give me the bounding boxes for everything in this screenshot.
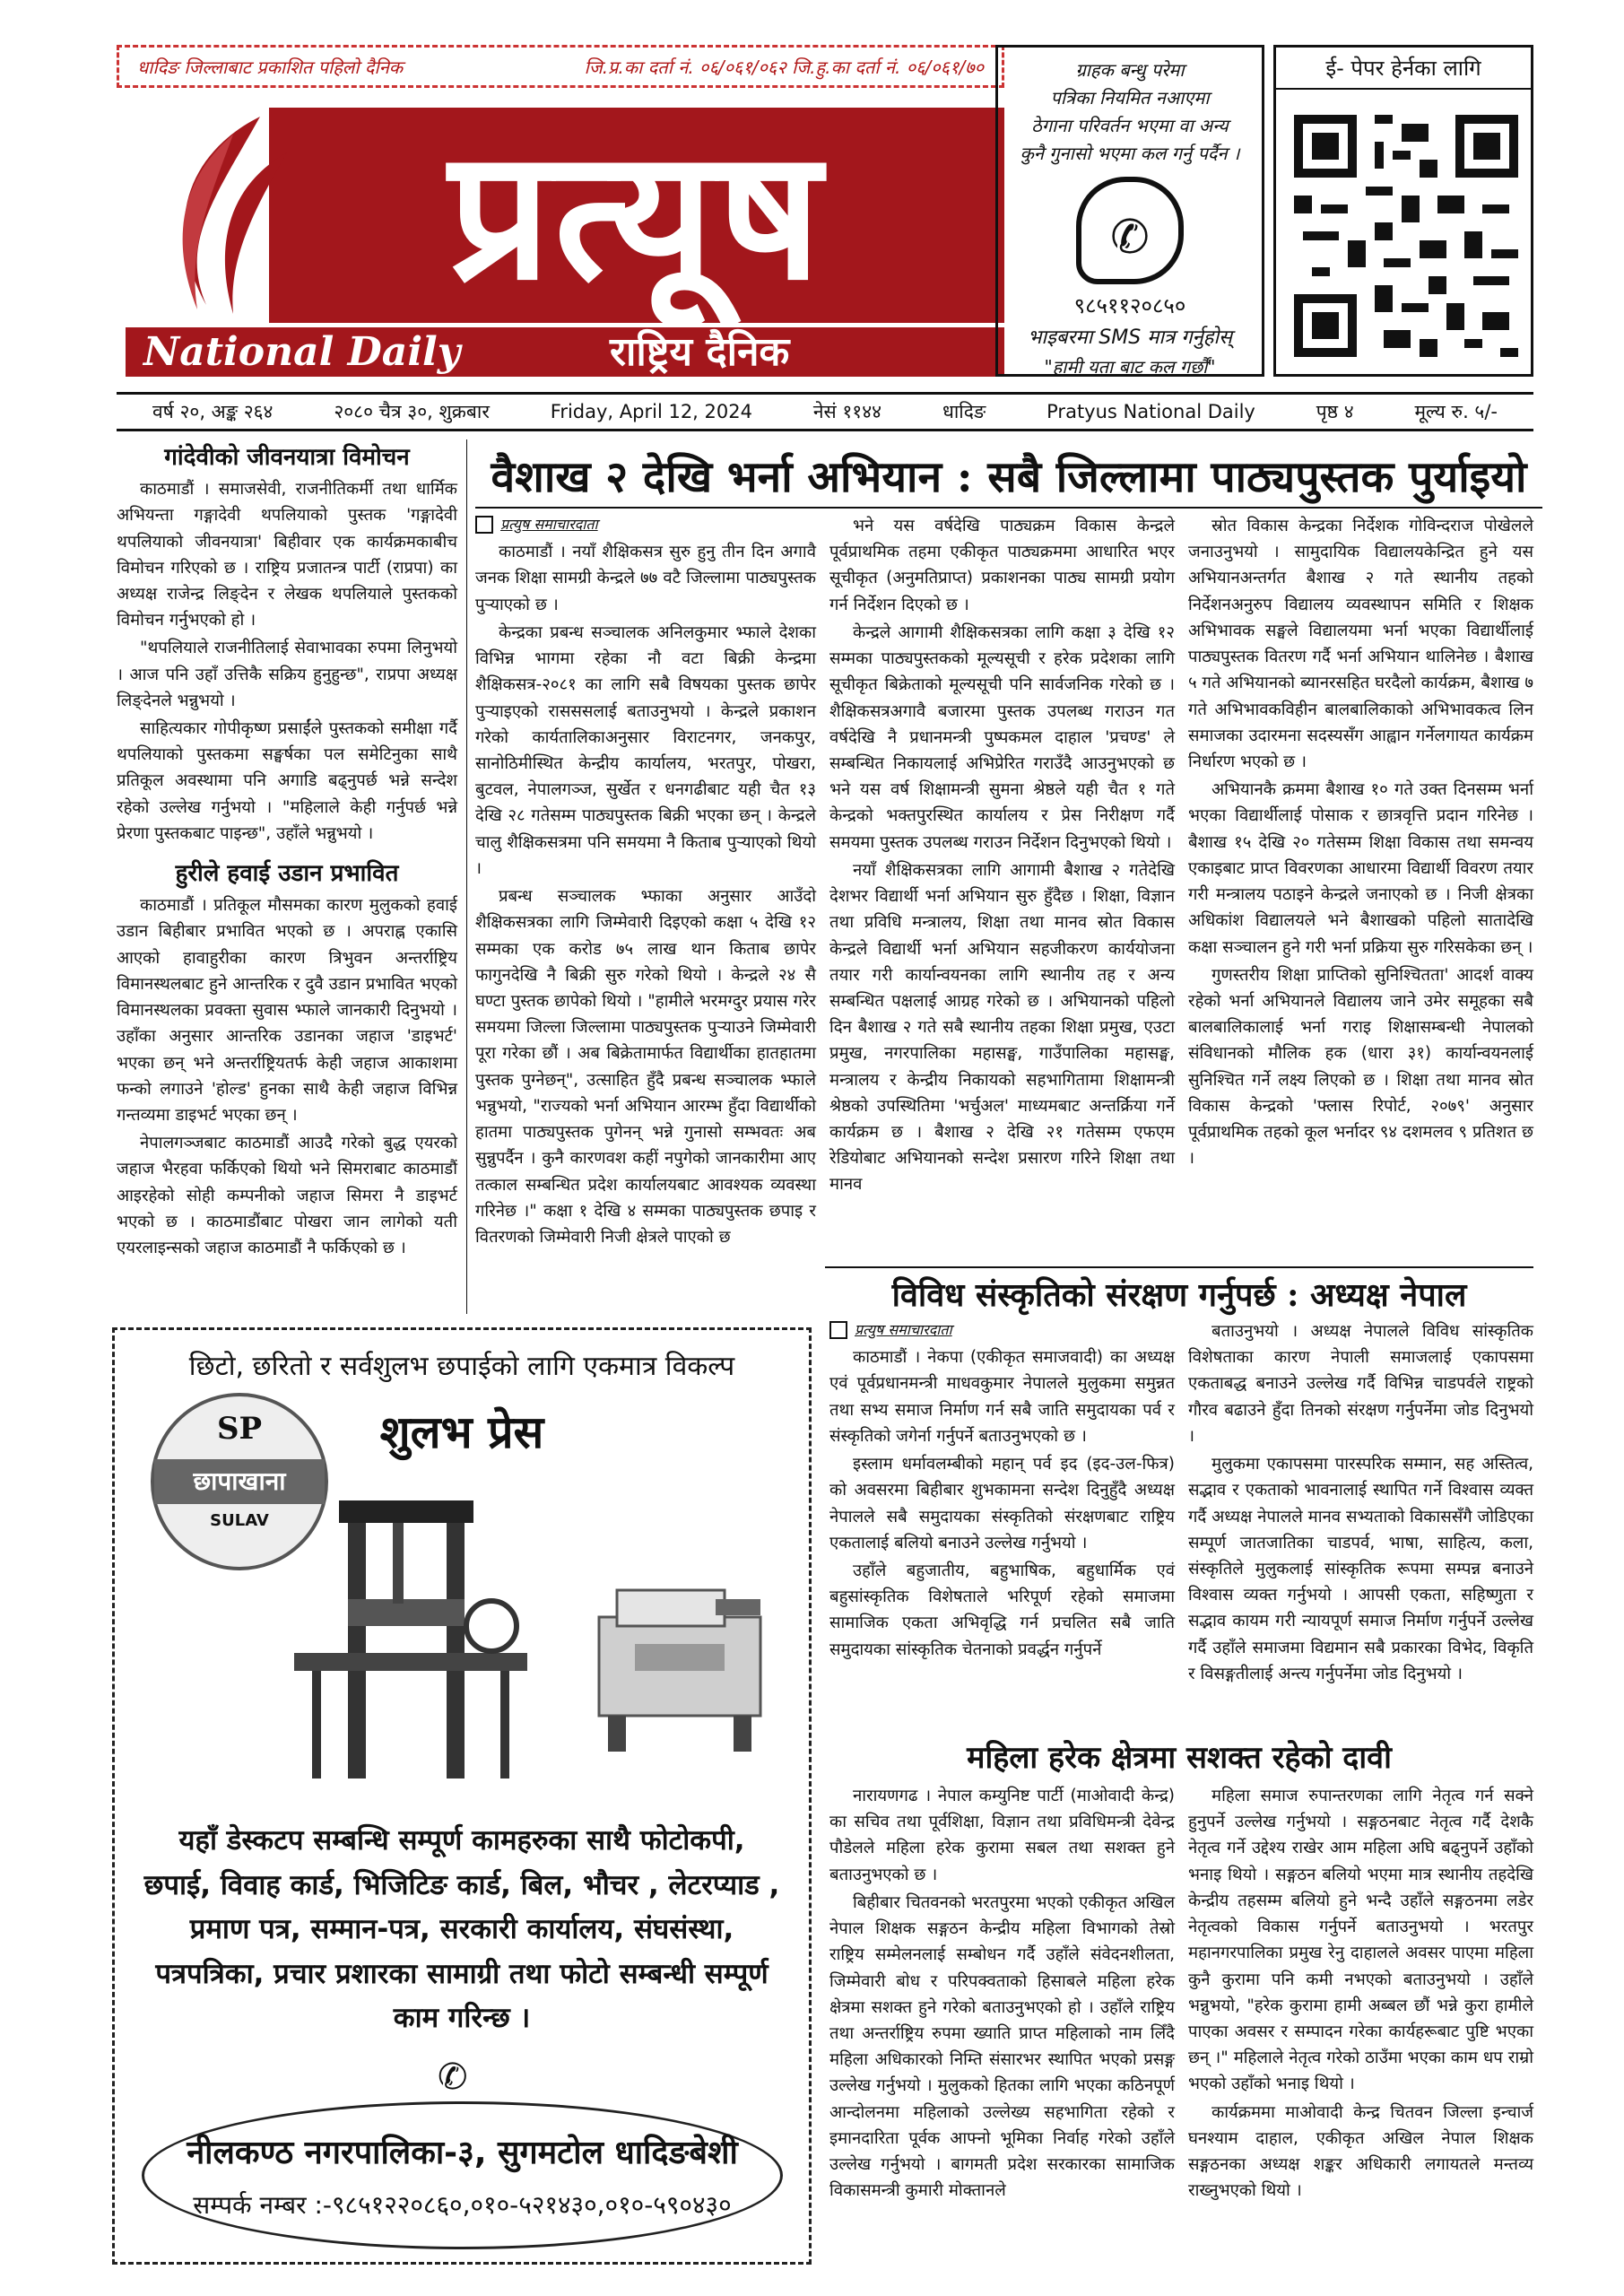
issue-page: पृष्ठ ४: [1316, 401, 1354, 422]
story-paragraph: महिला समाज रुपान्तरणका लागि नेतृत्व गर्न सक्ने हुनुपर्ने उल्लेख गर्नुभयो । सङ्गठनबाट नेतृत्व गर्दै देशकै नेतृत्व गर्ने उद्देश्य राखेर आम महिला अघि बढ्नुपर्ने उहाँको भनाइ थियो । सङ्गठन बलियो भएमा मात्र स्थानीय तहदेखि केन्द्रीय तहसम्म बलियो हुने भन्दै उहाँले सङ्गठनमा लडेर नेतृत्वको विकास गर्नुपर्ने बताउनुभयो । भरतपुर महानगरपालिका प्रमुख रेनु दाहालले अवसर पाएमा महिला कुनै कुरामा पनि कमी नभएको बताउनुभयो । उहाँले भन्नुभयो, "हरेक कुरामा हामी अब्बल छौं भन्ने कुरा हामीले पाएका अवसर र सम्पादन गरेका कार्यहरूबाट पुष्टि भएका छन् ।" महिलाले नेतृत्व गरेको ठाउँमा भएका काम धप राम्रो भएको उहाँको भनाइ थियो ।: [1188, 1787, 1533, 2094]
story-paragraph: काठमाडौं । नयाँ शैक्षिकसत्र सुरु हुनु तीन दिन अगावै जनक शिक्षा सामग्री केन्द्रले ७७ वटै जिल्लामा पाठ्यपुस्तक पुऱ्याएको छ ।: [475, 543, 816, 614]
national-daily-label: National Daily: [143, 329, 461, 375]
logo-mark: SP: [216, 1411, 263, 1447]
issue-date-ad: Friday, April 12, 2024: [550, 401, 752, 422]
story-paragraph: केन्द्रका प्रबन्ध सञ्चालक अनिलकुमार भ्फाले देशका विभिन्न भागमा रहेका नौ वटा बिक्री केन्द्रमा शैक्षिकसत्र-२०८१ का लागि सबै विषयका पुस्तक छापेर पुऱ्याइएको रासससलाई बताउनुभयो । केन्द्रले प्रकाशन गरेको कार्यतालिकाअनुसार विराटनगर, जनकपुर, सानोठिमीस्थित केन्द्रीय कार्यालय, भरतपुर, पोखरा, बुटवल, नेपालगञ्ज, सुर्खेत र धनगढीबाट यही चैत १३ देखि २८ गतेसम्म पाठ्यपुस्तक बिक्री भएका छन् । केन्द्रले चालु शैक्षिकसत्रमा पनि समयमा नै किताब पुऱ्याएको थियो ।: [475, 622, 816, 878]
women-col2: [1188, 1783, 1533, 2206]
hand-press-icon: [294, 1492, 527, 1796]
issue-price: मूल्य रु. ५/-: [1414, 401, 1498, 422]
offset-press-icon: [581, 1563, 778, 1761]
qr-code-icon[interactable]: [1294, 115, 1518, 357]
notice-motto: "हामी यता बाट कल गर्छौं": [1044, 356, 1216, 378]
story-paragraph: नयाँ शैक्षिकसत्रका लागि आगामी बैशाख २ गतेदेखि देशभर विद्यार्थी भर्ना अभियान सुरु हुँदैछ । शिक्षा, विज्ञान तथा प्रविधि मन्त्रालय, शिक्षा तथा मानव स्रोत विकास केन्द्रले विद्यार्थी भर्ना अभियान सहजीकरण कार्ययोजना तयार गरी कार्यान्वयनका लागि स्थानीय तह र अन्य सम्बन्धित पक्षलाई आग्रह गरेको छ । अभियानको पहिलो दिन बैशाख २ गते सबै स्थानीय तहका शिक्षा प्रमुख, एउटा प्रमुख, नगरपालिका महासङ्घ, गाउँपालिका महासङ्घ, मन्त्रालय र केन्द्रीय निकायको सहभागितामा शिक्षामन्त्री श्रेष्ठको उपस्थितिमा 'भर्चुअल' माध्यमबाट अन्तर्क्रिया गर्ने कार्यक्रम छ । बैशाख २ देखि २१ गतेसम्म एफएम रेडियोबाट अभियानको सन्देश प्रसारण गरिने शिक्षा तथा मानव: [829, 860, 1175, 1195]
story-paragraph: नारायणगढ । नेपाल कम्युनिष्ट पार्टी (माओवादी केन्द्र) का सचिव तथा पूर्वशिक्षा, विज्ञान तथा प्रविधिमन्त्री देवेन्द्र पौडेलले महिला हरेक कुरामा सबल तथा सशक्त हुने बताउनुभएको छ ।: [829, 1787, 1175, 1884]
byline: [475, 513, 816, 535]
story-paragraph: स्रोत विकास केन्द्रका निर्देशक गोविन्दराज पोखेलले जनाउनुभयो । सामुदायिक विद्यालयकेन्द्रित हुने यस अभियानअन्तर्गत बैशाख २ गते स्थानीय तहको निर्देशनअनुरुप विद्यालय व्यवस्थापन समिति र शिक्षक अभिभावक सङ्घले विद्यालयमा भर्ना भएका विद्यार्थीलाई पाठ्यपुस्तक वितरण गर्दै भर्ना अभियान थालिनेछ । बैशाख ५ गते अभियानको ब्यानरसहित घरदैलो कार्यक्रम, बैशाख ७ गते अभिभावकविहीन बालबालिकाको अभिभावकत्व लिन समाजका उदारमना सदस्यसँग आह्वान गर्नेलगायत कार्यक्रम निर्धारण भएको छ ।: [1188, 517, 1533, 771]
notice-line: ठेगाना परिवर्तन भएमा वा अन्य: [1031, 115, 1229, 136]
epaper-qr-box[interactable]: [1273, 45, 1533, 377]
story-paragraph: उहाँले बहुजातीय, बहुभाषिक, बहुधार्मिक एवं बहुसांस्कृतिक विशेषताले भरिपूर्ण रहेको समाजमा सामाजिक एकता अभिवृद्धि गर्न प्रचलित सबै जाति समुदायका सांस्कृतिक चेतनाको प्रवर्द्धन गर्नुपर्ने: [829, 1561, 1175, 1659]
registration-number: जि.प्र.का दर्ता नं. ०६/०६१/०६२ जि.हु.का दर्ता नं. ०६/०६१/७०: [584, 56, 984, 78]
subscriber-notice: [995, 45, 1264, 377]
checkbox-icon: [829, 1321, 847, 1339]
main-headline: वैशाख २ देखि भर्ना अभियान : सबै जिल्लामा पाठ्यपुस्तक पुर्याइयो: [475, 448, 1542, 509]
story-paragraph: इस्लाम धर्मावलम्बीको महान् पर्व इद (इद-उल-फित्र) को अवसरमा बिहीबार शुभकामना सन्देश दिनुहुँदै अध्यक्ष नेपालले सबै समुदायका संस्कृतिको संरक्षणबाट राष्ट्रिय एकतालाई बलियो बनाउने उल्लेख गर्नुभयो ।: [829, 1455, 1175, 1552]
story-paragraph: भने यस वर्षदेखि पाठ्यक्रम विकास केन्द्रले पूर्वप्राथमिक तहमा एकीकृत पाठ्यक्रममा आधारित भएर सूचीकृत (अनुमतिप्राप्त) प्रकाशनका पाठ्य सामग्री प्रयोग गर्न निर्देशन दिएको छ ।: [829, 517, 1175, 614]
ad-services: यहाँ डेस्कटप सम्बन्धि सम्पूर्ण कामहरुका साथै फोटोकपी, छपाई, विवाह कार्ड, भिजिटिङ कार्ड, बिल, भौचर , लेटरप्याड , प्रमाण पत्र, सम्मान-पत्र, सरकारी कार्यालय, संघसंस्था, पत्रपत्रिका, प्रचार प्रशारका सामाग्री तथा फोटो सम्बन्धी सम्पूर्ण काम गरिन्छ ।: [143, 1824, 780, 2035]
notice-line: पत्रिका नियमित नआएमा: [1050, 87, 1210, 109]
first-daily-label: धादिङ जिल्लाबाट प्रकाशित पहिलो दैनिक: [137, 56, 404, 78]
story-paragraph: "थपलियाले राजनीतिलाई सेवाभावका रुपमा लिनुभयो । आज पनि उहाँ उत्तिकै सक्रिय हुनुहुन्छ", राप्रपा अध्यक्ष लिङ्देनले भन्नुभयो ।: [117, 639, 457, 710]
viber-phone-icon: ✆: [1076, 177, 1184, 284]
ad-tagline: छिटो, छरितो र सर्वशुलभ छपाईको लागि एकमात्र विकल्प: [188, 1351, 735, 1382]
ad-business-name: शुलभ प्रेस: [379, 1406, 544, 1458]
story-paragraph: कार्यक्रममा माओवादी केन्द्र चितवन जिल्ला इन्चार्ज घनश्याम दाहाल, एकीकृत अखिल नेपाल शिक्षक सङ्गठनका अध्यक्ष शङ्कर अधिकारी लगायतले मन्तव्य राख्नुभएको थियो ।: [1188, 2102, 1533, 2201]
section-divider: [825, 1266, 1533, 1268]
notice-line: ग्राहक बन्धु परेमा: [1075, 59, 1185, 81]
culture-col1: [829, 1318, 1175, 1665]
notice-phone: ९८५११२०८५०: [1073, 293, 1186, 318]
story-paragraph: गुणस्तरीय शिक्षा प्राप्तिको सुनिश्चितता' आदर्श वाक्य रहेको भर्ना अभियानले विद्यालय जाने उमेर समूहका सबै बालबालिकालाई भर्ना गराइ शिक्षासम्बन्धी नेपालको संविधानको मौलिक हक (धारा ३१) कार्यान्वयनलाई सुनिश्चित गर्ने लक्ष्य लिएको छ । शिक्षा तथा मानव स्रोत विकास केन्द्रको 'फ्लास रिपोर्ट, २०७९' अनुसार पूर्वप्राथमिक तहको कूल भर्नादर ९४ दशमलव ९ प्रतिशत छ ।: [1188, 965, 1533, 1169]
byline: [829, 1318, 1175, 1341]
issue-info-bar: [117, 392, 1533, 431]
story-paragraph: अभियानकै क्रममा बैशाख १० गते उक्त दिनसम्म भर्ना भएका विद्यार्थीलाई पोसाक र छात्रवृत्ति प्रदान गरिनेछ । बैशाख १५ देखि २० गतेसम्म शिक्षा विकास तथा समन्वय एकाइबाट प्राप्त विवरणका आधारमा विद्यार्थी विवरण तयार गरी मन्त्रालय पठाइने केन्द्रले जनाएको छ । निजी क्षेत्रका अधिकांश विद्यालयले भने बैशाखको पहिलो सातादेखि कक्षा सञ्चालन हुने गरी भर्ना प्रक्रिया सुरु गरिसकेका छन् ।: [1188, 780, 1533, 957]
left-column: [117, 439, 457, 1263]
epaper-label: ई- पेपर हेर्नका लागि: [1276, 48, 1531, 90]
story-paragraph: काठमाडौं । समाजसेवी, राजनीतिकर्मी तथा धार्मिक अभियन्ता गङ्गादेवी थपलियाको पुस्तक 'गङ्गादेवी थपलियाको जीवनयात्रा' बिहीवार एक कार्यक्रमकाबीच विमोचन गरिएको छ । राष्ट्रिय प्रजातन्त्र पार्टी (राप्रपा) का अध्यक्ष राजेन्द्र लिङ्देन र लेखक थपलियाले पुस्तकको विमोचन गर्नुभएको हो ।: [117, 480, 457, 631]
byline-text: प्रत्युष समाचारदाता: [500, 516, 598, 533]
checkbox-icon: [475, 516, 493, 534]
ad-address: नीलकण्ठ नगरपालिका-३, सुगमटोल धादिङबेशी: [187, 2135, 738, 2171]
main-story-col1: [475, 513, 816, 1252]
story-paragraph: बिहीबार चितवनको भरतपुरमा भएको एकीकृत अखिल नेपाल शिक्षक सङ्गठन केन्द्रीय महिला विभागको तेस्रो राष्ट्रिय सम्मेलनलाई सम्बोधन गर्दै उहाँले संवेदनशीलता, जिम्मेवारी बोध र परिपक्वताको हिसाबले महिला हरेक क्षेत्रमा सशक्त हुने गरेको बताउनुभएको हो । उहाँले राष्ट्रिय तथा अन्तर्राष्ट्रिय रुपमा ख्याति प्राप्त महिलाको नाम लिँदै महिला अधिकारको निम्ति संसारभर स्थापित भएको प्रसङ्ग उल्लेख गर्नुभयो । मुलुकको हितका लागि भएका कठिनपूर्ण आन्दोलनमा महिलाको उल्लेख्य सहभागिता रहेको र इमानदारिता पूर्वक आफ्नो भूमिका निर्वाह गरेको उहाँले उल्लेख गर्नुभयो । बागमती प्रदेश सरकारका सामाजिक विकासमन्त्री कुमारी मोक्तानले: [829, 1892, 1175, 2201]
issue-volume: वर्ष २०, अङ्क २६४: [152, 401, 274, 422]
notice-sms: भाइबरमा SMS मात्र गर्नुहोस्: [1027, 326, 1233, 350]
story-paragraph: केन्द्रले आगामी शैक्षिकसत्रका लागि कक्षा ३ देखि १२ सम्मका पाठ्यपुस्तकको मूल्यसूची र हरेक प्रदेशका लागि सूचीकृत बिक्रेताको मूल्यसूची पनि सार्वजनिक गरेको छ । शैक्षिकसत्रअगावै बजारमा पुस्तक उपलब्ध गराउन गत वर्षदेखि नै प्रधानमन्त्री पुष्पकमल दाहाल 'प्रचण्ड' ले सम्बन्धित निकायलाई अभिप्रेरित गराउँदै आउनुभएको छ भने यस वर्ष शिक्षामन्त्री सुमना श्रेष्ठले यही चैत १ गते केन्द्रको भक्तपुरस्थित कार्यालय र प्रेस निरीक्षण गर्दै समयमा पुस्तक उपलब्ध गराउन निर्देशन दिनुभएको थियो ।: [829, 622, 1175, 852]
women-headline: महिला हरेक क्षेत्रमा सशक्त रहेको दावी: [967, 1740, 1392, 1776]
ad-contact[interactable]: सम्पर्क नम्बर :-९८५१२२०८६०,०१०-५२१४३०,०१०-५९०४३०: [193, 2190, 732, 2220]
story-paragraph: नेपालगञ्जबाट काठमाडौं आउदै गरेको बुद्ध एयरको जहाज भैरहवा फर्किएको थियो भने सिमराबाट काठमाडौं आइरहेको सोही कम्पनीको जहाज सिमरा नै डाइभर्ट भएको छ । काठमाडौंबाट पोखरा जान लागेको यती एयरलाइन्सको जहाज काठमाडौं नै फर्किएको छ ।: [117, 1134, 457, 1258]
byline-text: प्रत्युष समाचारदाता: [855, 1321, 952, 1338]
rastriya-dainik-label: राष्ट्रिय दैनिक: [610, 329, 790, 375]
story-title: हुरीले हवाई उडान प्रभावित: [175, 860, 399, 888]
ad-address-oval: [142, 2101, 783, 2249]
main-story-col2: [829, 513, 1175, 1200]
story-paragraph: साहित्यकार गोपीकृष्ण प्रसाईंले पुस्तकको समीक्षा गर्दै थपलियाको पुस्तकमा सङ्घर्षका पल समेटिनुका साथै प्रतिकूल अवस्थामा पनि अगाडि बढ्नुपर्छ भन्ने सन्देश रहेको उल्लेख गर्नुभयो । "महिलाले केही गर्नुपर्छ भन्ने प्रेरणा पुस्तकबाट पाइन्छ", उहाँले भन्नुभयो ।: [117, 719, 457, 843]
story-title: गांदेवीको जीवनयात्रा विमोचन: [164, 444, 410, 471]
issue-date-ns: नेसं ११४४: [812, 401, 882, 422]
issue-date-bs: २०८० चैत्र ३०, शुक्रबार: [334, 401, 490, 422]
culture-col2: [1188, 1318, 1533, 1689]
main-story-col3: [1188, 513, 1533, 1173]
issue-place: धादिङ: [942, 401, 986, 422]
story-paragraph: मुलुकमा एकापसमा पारस्परिक सम्मान, सह अस्तित्व, सद्भाव र एकताको भावनालाई स्थापित गर्ने विश्वास व्यक्त गर्दै अध्यक्ष नेपालले मानव सभ्यताको विकाससँगै जोडिएका सम्पूर्ण जातजातिका चाडपर्व, भाषा, साहित्य, कला, संस्कृतिले मुलुकलाई सांस्कृतिक रूपमा सम्पन्न बनाउने विश्वास व्यक्त गर्नुभयो । आपसी एकता, सहिष्णुता र सद्भाव कायम गरी न्यायपूर्ण समाज निर्माण गर्नुपर्ने उल्लेख गर्दै उहाँले समाजमा विद्यमान सबै प्रकारका विभेद, विकृति र विसङ्गतीलाई अन्त्य गर्नुपर्नेमा जोड दिनुभयो ।: [1188, 1455, 1533, 1683]
story-paragraph: बताउनुभयो । अध्यक्ष नेपालले विविध सांस्कृतिक विशेषताका कारण नेपाली समाजलाई एकापसमा एकताबद्ध बनाउने उल्लेख गर्दै विभिन्न चाडपर्वले राष्ट्रको गौरव बढाउने हुँदा तिनको संरक्षण गर्नुपर्नेमा जोड दिनुभयो ।: [1188, 1322, 1533, 1446]
culture-headline: विविध संस्कृतिको संरक्षण गर्नुपर्छ : अध्यक्ष नेपाल: [891, 1276, 1467, 1314]
women-col1: [829, 1783, 1175, 2206]
newspaper-title: प्रत्यूष: [448, 109, 825, 320]
sulav-press-ad: [112, 1327, 812, 2265]
notice-line: कुनै गुनासो भएमा कल गर्नु पर्दैन ।: [1020, 143, 1240, 164]
issue-name-en: Pratyus National Daily: [1046, 401, 1255, 422]
logo-band: छापाखाना: [154, 1459, 325, 1504]
story-paragraph: प्रबन्ध सञ्चालक भ्फाका अनुसार आउँदो शैक्षिकसत्रका लागि जिम्मेवारी दिइएको कक्षा ५ देखि १२ सम्मका एक करोड ७५ लाख थान किताब छापेर फागुनदेखि नै बिक्री सुरु गरेको थियो । केन्द्रले २४ सै घण्टा पुस्तक छापेको थियो । "हामीले भरमग्दुर प्रयास गरेर समयमा जिल्ला जिल्लामा पाठ्यपुस्तक पुऱ्याउने जिम्मेवारी पूरा गरेका छौं । अब बिक्रेतामार्फत विद्यार्थीका हातहातमा पुस्तक पुग्नेछन्", उत्साहित हुँदै प्रबन्ध सञ्चालक भ्फाले भन्नुभयो, "राज्यको भर्ना अभियान आरम्भ हुँदा विद्यार्थीको हातमा पाठ्यपुस्तक पुगेनन् भन्ने गुनासो सम्भवतः अब सुन्नुपर्दैन । कुनै कारणवश कहीं नपुगेको जानकारीमा आए तत्काल सम्बन्धित प्रदेश कार्यालयबाट आवश्यक व्यवस्था गरिनेछ ।" कक्षा १ देखि ४ सम्मका पाठ्यपुस्तक छपाइ र वितरणको जिम्मेवारी निजी क्षेत्रले पाएको छ: [475, 887, 816, 1247]
column-divider: [466, 439, 467, 1314]
story-paragraph: काठमाडौं । नेकपा (एकीकृत समाजवादी) का अध्यक्ष एवं पूर्वप्रधानमन्त्री माधवकुमार नेपालले मुलुकमा समुन्नत तथा सभ्य समाज निर्माण गर्न सबै जाति समुदायका पर्व र संस्कृतिको जगेर्ना गर्नुपर्ने बताउनुभएको छ ।: [829, 1348, 1175, 1446]
logo-sub: SULAV: [210, 1511, 269, 1530]
phone-icon: ✆: [438, 2057, 468, 2098]
story-paragraph: काठमाडौं । प्रतिकूल मौसमका कारण मुलुकको हवाई उडान बिहीबार प्रभावित भएको छ । अपराह्न एकासि आएको हावाहुरीका कारण त्रिभुवन अन्तर्राष्ट्रिय विमानस्थलबाट हुने आन्तरिक र दुवै उडान प्रभावित भएको विमानस्थलका प्रवक्ता सुवास भ्फाले जानकारी दिनुभयो । उहाँका अनुसार आन्तरिक उडानका जहाज 'डाइभर्ट' भएका छन् भने अन्तर्राष्ट्रियतर्फ केही जहाज आकाशमा फन्को लगाउने 'होल्ड' हुनका साथै केही जहाज विभिन्न गन्तव्यमा डाइभर्ट भएका छन् ।: [117, 896, 457, 1125]
registration-strip: [117, 45, 1004, 88]
